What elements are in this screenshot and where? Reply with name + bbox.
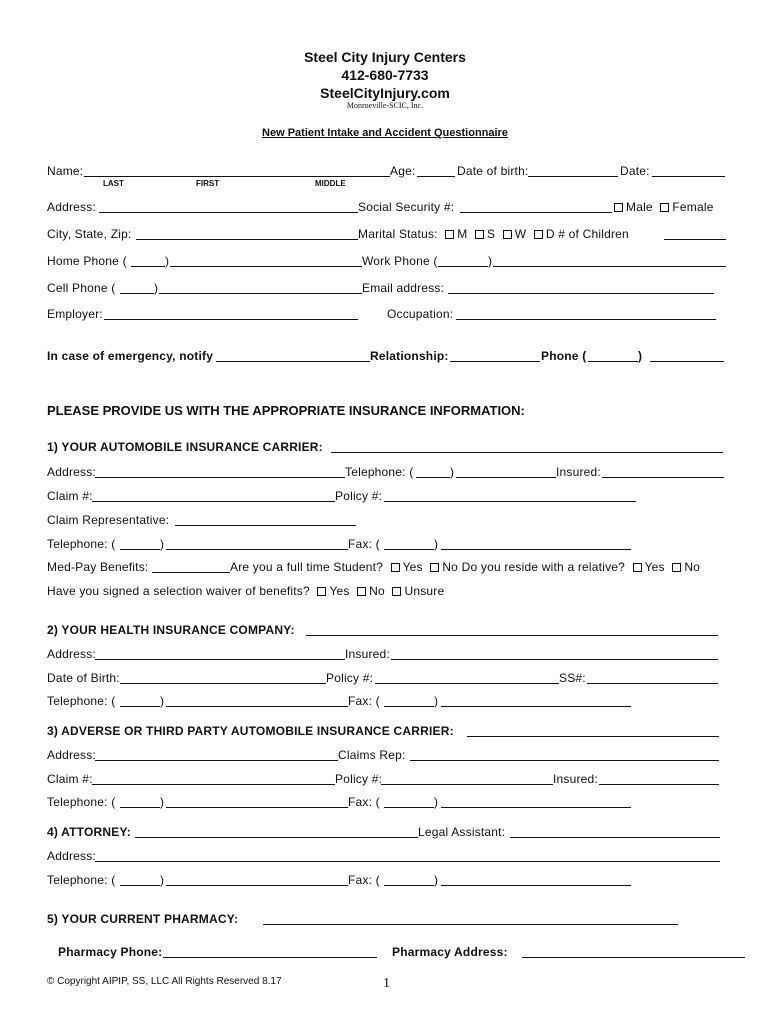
emergency-phone-label: Phone ( xyxy=(541,349,587,363)
pharmacy-title: 5) YOUR CURRENT PHARMACY: xyxy=(47,912,239,926)
last-name-caption: LAST xyxy=(103,179,124,188)
reside-yes-checkbox[interactable] xyxy=(633,563,642,572)
adverse-fax-input-line[interactable] xyxy=(441,807,631,808)
student-yes-checkbox[interactable] xyxy=(391,563,400,572)
health-ss-input-line[interactable] xyxy=(587,683,718,684)
reside-label: Do you reside with a relative? xyxy=(461,560,626,574)
health-insurance-title: 2) YOUR HEALTH INSURANCE COMPANY: xyxy=(47,623,295,637)
adverse-claims-rep-label: Claims Rep: xyxy=(338,748,406,762)
name-input-line[interactable] xyxy=(84,176,390,177)
attorney-tel-area-line[interactable] xyxy=(120,885,160,886)
marital-status xyxy=(358,227,629,241)
auto-tel-area-line[interactable] xyxy=(120,549,160,550)
gender-options xyxy=(610,200,714,214)
ssn-label: Social Security #: xyxy=(358,200,455,214)
children-input-line[interactable] xyxy=(664,239,726,240)
auto-fax-label: Fax: ( xyxy=(348,537,380,551)
single-checkbox[interactable] xyxy=(475,230,484,239)
org-website: SteelCityInjury.com xyxy=(320,85,450,101)
auto-fax-area-line[interactable] xyxy=(384,549,434,550)
medpay-label: Med-Pay Benefits: xyxy=(47,560,149,574)
health-ss-label: SS#: xyxy=(559,671,586,685)
auto-address-input-line[interactable] xyxy=(95,477,345,478)
marital-label: Marital Status: xyxy=(358,227,438,241)
emergency-input-line[interactable] xyxy=(216,361,370,362)
auto-telephone-label: Telephone: ( xyxy=(345,465,414,479)
adverse-fax-label: Fax: ( xyxy=(348,795,380,809)
adverse-claim-input-line[interactable] xyxy=(92,784,335,785)
occupation-label: Occupation: xyxy=(387,307,454,321)
city-input-line[interactable] xyxy=(136,239,358,240)
auto-claim-rep-label: Claim Representative: xyxy=(47,513,170,527)
email-label: Email address: xyxy=(362,281,445,295)
auto-fax-paren: ) xyxy=(434,537,438,551)
health-fax-paren: ) xyxy=(434,694,438,708)
pharmacy-phone-label: Pharmacy Phone: xyxy=(58,945,163,959)
widowed-label: W xyxy=(514,227,527,241)
waiver-unsure-label: Unsure xyxy=(404,584,445,598)
student-label: Are you a full time Student? xyxy=(230,560,384,574)
employer-input-line[interactable] xyxy=(104,319,358,320)
auto-tel-input-line[interactable] xyxy=(166,549,348,550)
divorced-label: D xyxy=(545,227,555,241)
auto-carrier-input-line[interactable] xyxy=(331,452,723,453)
attorney-title: 4) ATTORNEY: xyxy=(47,825,131,839)
adverse-insured-label: Insured: xyxy=(553,772,598,786)
home-phone-input-line[interactable] xyxy=(170,266,362,267)
health-tel-area-line[interactable] xyxy=(120,706,160,707)
auto-claim-rep-input-line[interactable] xyxy=(175,525,356,526)
date-label: Date: xyxy=(620,164,650,178)
work-phone-label: Work Phone ( xyxy=(362,254,438,268)
health-company-input-line[interactable] xyxy=(306,635,718,636)
adverse-claims-rep-input-line[interactable] xyxy=(410,760,719,761)
auto-telephone-area-line[interactable] xyxy=(416,477,450,478)
first-name-caption: FIRST xyxy=(196,179,220,188)
relationship-input-line[interactable] xyxy=(450,361,540,362)
adverse-fax-paren: ) xyxy=(434,795,438,809)
legal-assistant-input-line[interactable] xyxy=(510,837,720,838)
auto-policy-label: Policy #: xyxy=(335,489,383,503)
adverse-policy-input-line[interactable] xyxy=(381,784,553,785)
adverse-insurance-title: 3) ADVERSE OR THIRD PARTY AUTOMOBILE INSURANCE CARRIER: xyxy=(47,724,454,738)
health-dob-label: Date of Birth: xyxy=(47,671,120,685)
waiver-label: Have you signed a selection waiver of benefits? xyxy=(47,584,310,598)
home-phone-area-line[interactable] xyxy=(131,266,165,267)
children-label: # of Children xyxy=(558,227,629,241)
waiver-unsure-checkbox[interactable] xyxy=(392,587,401,596)
widowed-checkbox[interactable] xyxy=(503,230,512,239)
relationship-label: Relationship: xyxy=(370,349,449,363)
auto-tel-label: Telephone: ( xyxy=(47,537,116,551)
adverse-insured-input-line[interactable] xyxy=(599,784,719,785)
org-phone: 412-680-7733 xyxy=(341,67,429,83)
attorney-address-input-line[interactable] xyxy=(95,861,720,862)
student-yes-label: Yes xyxy=(402,560,423,574)
emergency-label: In case of emergency, notify xyxy=(47,349,214,363)
adverse-carrier-input-line[interactable] xyxy=(467,736,719,737)
adverse-fax-area-line[interactable] xyxy=(384,807,434,808)
health-tel-input-line[interactable] xyxy=(166,706,348,707)
auto-insurance-title: 1) YOUR AUTOMOBILE INSURANCE CARRIER: xyxy=(47,440,323,454)
auto-telephone-paren: ) xyxy=(450,465,454,479)
adverse-address-label: Address: xyxy=(47,748,96,762)
auto-fax-input-line[interactable] xyxy=(441,549,631,550)
attorney-tel-paren: ) xyxy=(160,873,164,887)
waiver-yes-checkbox[interactable] xyxy=(317,587,326,596)
auto-policy-input-line[interactable] xyxy=(384,501,636,502)
attorney-address-label: Address: xyxy=(47,849,96,863)
middle-name-caption: MIDDLE xyxy=(315,179,346,188)
health-policy-label: Policy #: xyxy=(326,671,374,685)
student-no-checkbox[interactable] xyxy=(430,563,439,572)
age-label: Age: xyxy=(390,164,416,178)
medpay-input-line[interactable] xyxy=(152,572,230,573)
adverse-tel-area-line[interactable] xyxy=(120,807,160,808)
adverse-address-input-line[interactable] xyxy=(95,760,338,761)
auto-insured-label: Insured: xyxy=(556,465,601,479)
emergency-phone-area-line[interactable] xyxy=(588,361,638,362)
health-dob-input-line[interactable] xyxy=(120,683,326,684)
adverse-policy-label: Policy #: xyxy=(335,772,383,786)
health-tel-paren: ) xyxy=(160,694,164,708)
form-title: New Patient Intake and Accident Questionnaire xyxy=(262,127,508,139)
attorney-fax-label: Fax: ( xyxy=(348,873,380,887)
auto-claim-label: Claim #: xyxy=(47,489,93,503)
health-fax-area-line[interactable] xyxy=(384,706,434,707)
single-label: S xyxy=(487,227,496,241)
reside-no-checkbox[interactable] xyxy=(672,563,681,572)
pharmacy-phone-input-line[interactable] xyxy=(163,957,377,958)
cell-phone-area-line[interactable] xyxy=(120,293,154,294)
adverse-tel-input-line[interactable] xyxy=(166,807,348,808)
home-phone-paren: ) xyxy=(165,254,169,268)
attorney-tel-label: Telephone: ( xyxy=(47,873,116,887)
health-fax-label: Fax: ( xyxy=(348,694,380,708)
age-input-line[interactable] xyxy=(417,176,455,177)
male-label: Male xyxy=(626,200,653,214)
pharmacy-address-label: Pharmacy Address: xyxy=(392,945,508,959)
attorney-fax-area-line[interactable] xyxy=(384,885,434,886)
home-phone-label: Home Phone ( xyxy=(47,254,127,268)
copyright-text: © Copyright AIPIP, SS, LLC All Rights Reserved 8.17 xyxy=(47,976,282,987)
waiver-no-checkbox[interactable] xyxy=(357,587,366,596)
dob-label: Date of birth: xyxy=(457,164,529,178)
health-tel-label: Telephone: ( xyxy=(47,694,116,708)
auto-tel-paren: ) xyxy=(160,537,164,551)
address-input-line[interactable] xyxy=(99,212,358,213)
pharmacy-input-line[interactable] xyxy=(263,924,678,925)
reside-yes-label: Yes xyxy=(644,560,665,574)
auto-claim-input-line[interactable] xyxy=(92,501,335,502)
waiver-no-label: No xyxy=(369,584,385,598)
adverse-claim-label: Claim #: xyxy=(47,772,93,786)
insurance-heading: PLEASE PROVIDE US WITH THE APPROPRIATE INSURANCE INFORMATION: xyxy=(47,403,525,418)
legal-assistant-label: Legal Assistant: xyxy=(418,825,506,839)
cell-phone-input-line[interactable] xyxy=(159,293,362,294)
auto-insured-input-line[interactable] xyxy=(602,477,724,478)
emergency-phone-paren: ) xyxy=(638,349,642,363)
occupation-input-line[interactable] xyxy=(456,319,716,320)
student-question xyxy=(230,560,700,574)
auto-telephone-input-line[interactable] xyxy=(456,477,556,478)
city-label: City, State, Zip: xyxy=(47,227,132,241)
attorney-tel-input-line[interactable] xyxy=(166,885,348,886)
health-insured-label: Insured: xyxy=(345,647,390,661)
emergency-phone-input-line[interactable] xyxy=(650,361,724,362)
attorney-fax-input-line[interactable] xyxy=(441,885,631,886)
work-phone-paren: ) xyxy=(488,254,492,268)
female-label: Female xyxy=(672,200,714,214)
attorney-input-line[interactable] xyxy=(135,837,418,838)
cell-phone-paren: ) xyxy=(154,281,158,295)
health-fax-input-line[interactable] xyxy=(441,706,631,707)
student-no-label: No xyxy=(442,560,459,574)
waiver-question xyxy=(47,584,444,598)
email-input-line[interactable] xyxy=(448,293,714,294)
org-subsidiary: Monroeville-SCIC, Inc. xyxy=(346,101,424,110)
health-policy-input-line[interactable] xyxy=(375,683,559,684)
employer-label: Employer: xyxy=(47,307,103,321)
adverse-tel-paren: ) xyxy=(160,795,164,809)
attorney-fax-paren: ) xyxy=(434,873,438,887)
divorced-checkbox[interactable] xyxy=(534,230,543,239)
cell-phone-label: Cell Phone ( xyxy=(47,281,116,295)
ssn-input-line[interactable] xyxy=(460,212,612,213)
married-label: M xyxy=(457,227,468,241)
reside-no-label: No xyxy=(684,560,701,574)
health-insured-input-line[interactable] xyxy=(391,659,718,660)
female-checkbox[interactable] xyxy=(660,203,669,212)
address-label: Address: xyxy=(47,200,96,214)
married-checkbox[interactable] xyxy=(445,230,454,239)
name-label: Name: xyxy=(47,164,84,178)
work-phone-area-line[interactable] xyxy=(438,266,488,267)
date-input-line[interactable] xyxy=(652,176,725,177)
male-checkbox[interactable] xyxy=(614,203,623,212)
page-number: 1 xyxy=(383,976,390,991)
waiver-yes-label: Yes xyxy=(329,584,350,598)
work-phone-input-line[interactable] xyxy=(493,266,726,267)
auto-address-label: Address: xyxy=(47,465,96,479)
health-address-input-line[interactable] xyxy=(95,659,345,660)
pharmacy-address-input-line[interactable] xyxy=(522,957,745,958)
health-address-label: Address: xyxy=(47,647,96,661)
dob-input-line[interactable] xyxy=(528,176,618,177)
adverse-tel-label: Telephone: ( xyxy=(47,795,116,809)
org-name: Steel City Injury Centers xyxy=(304,49,466,65)
